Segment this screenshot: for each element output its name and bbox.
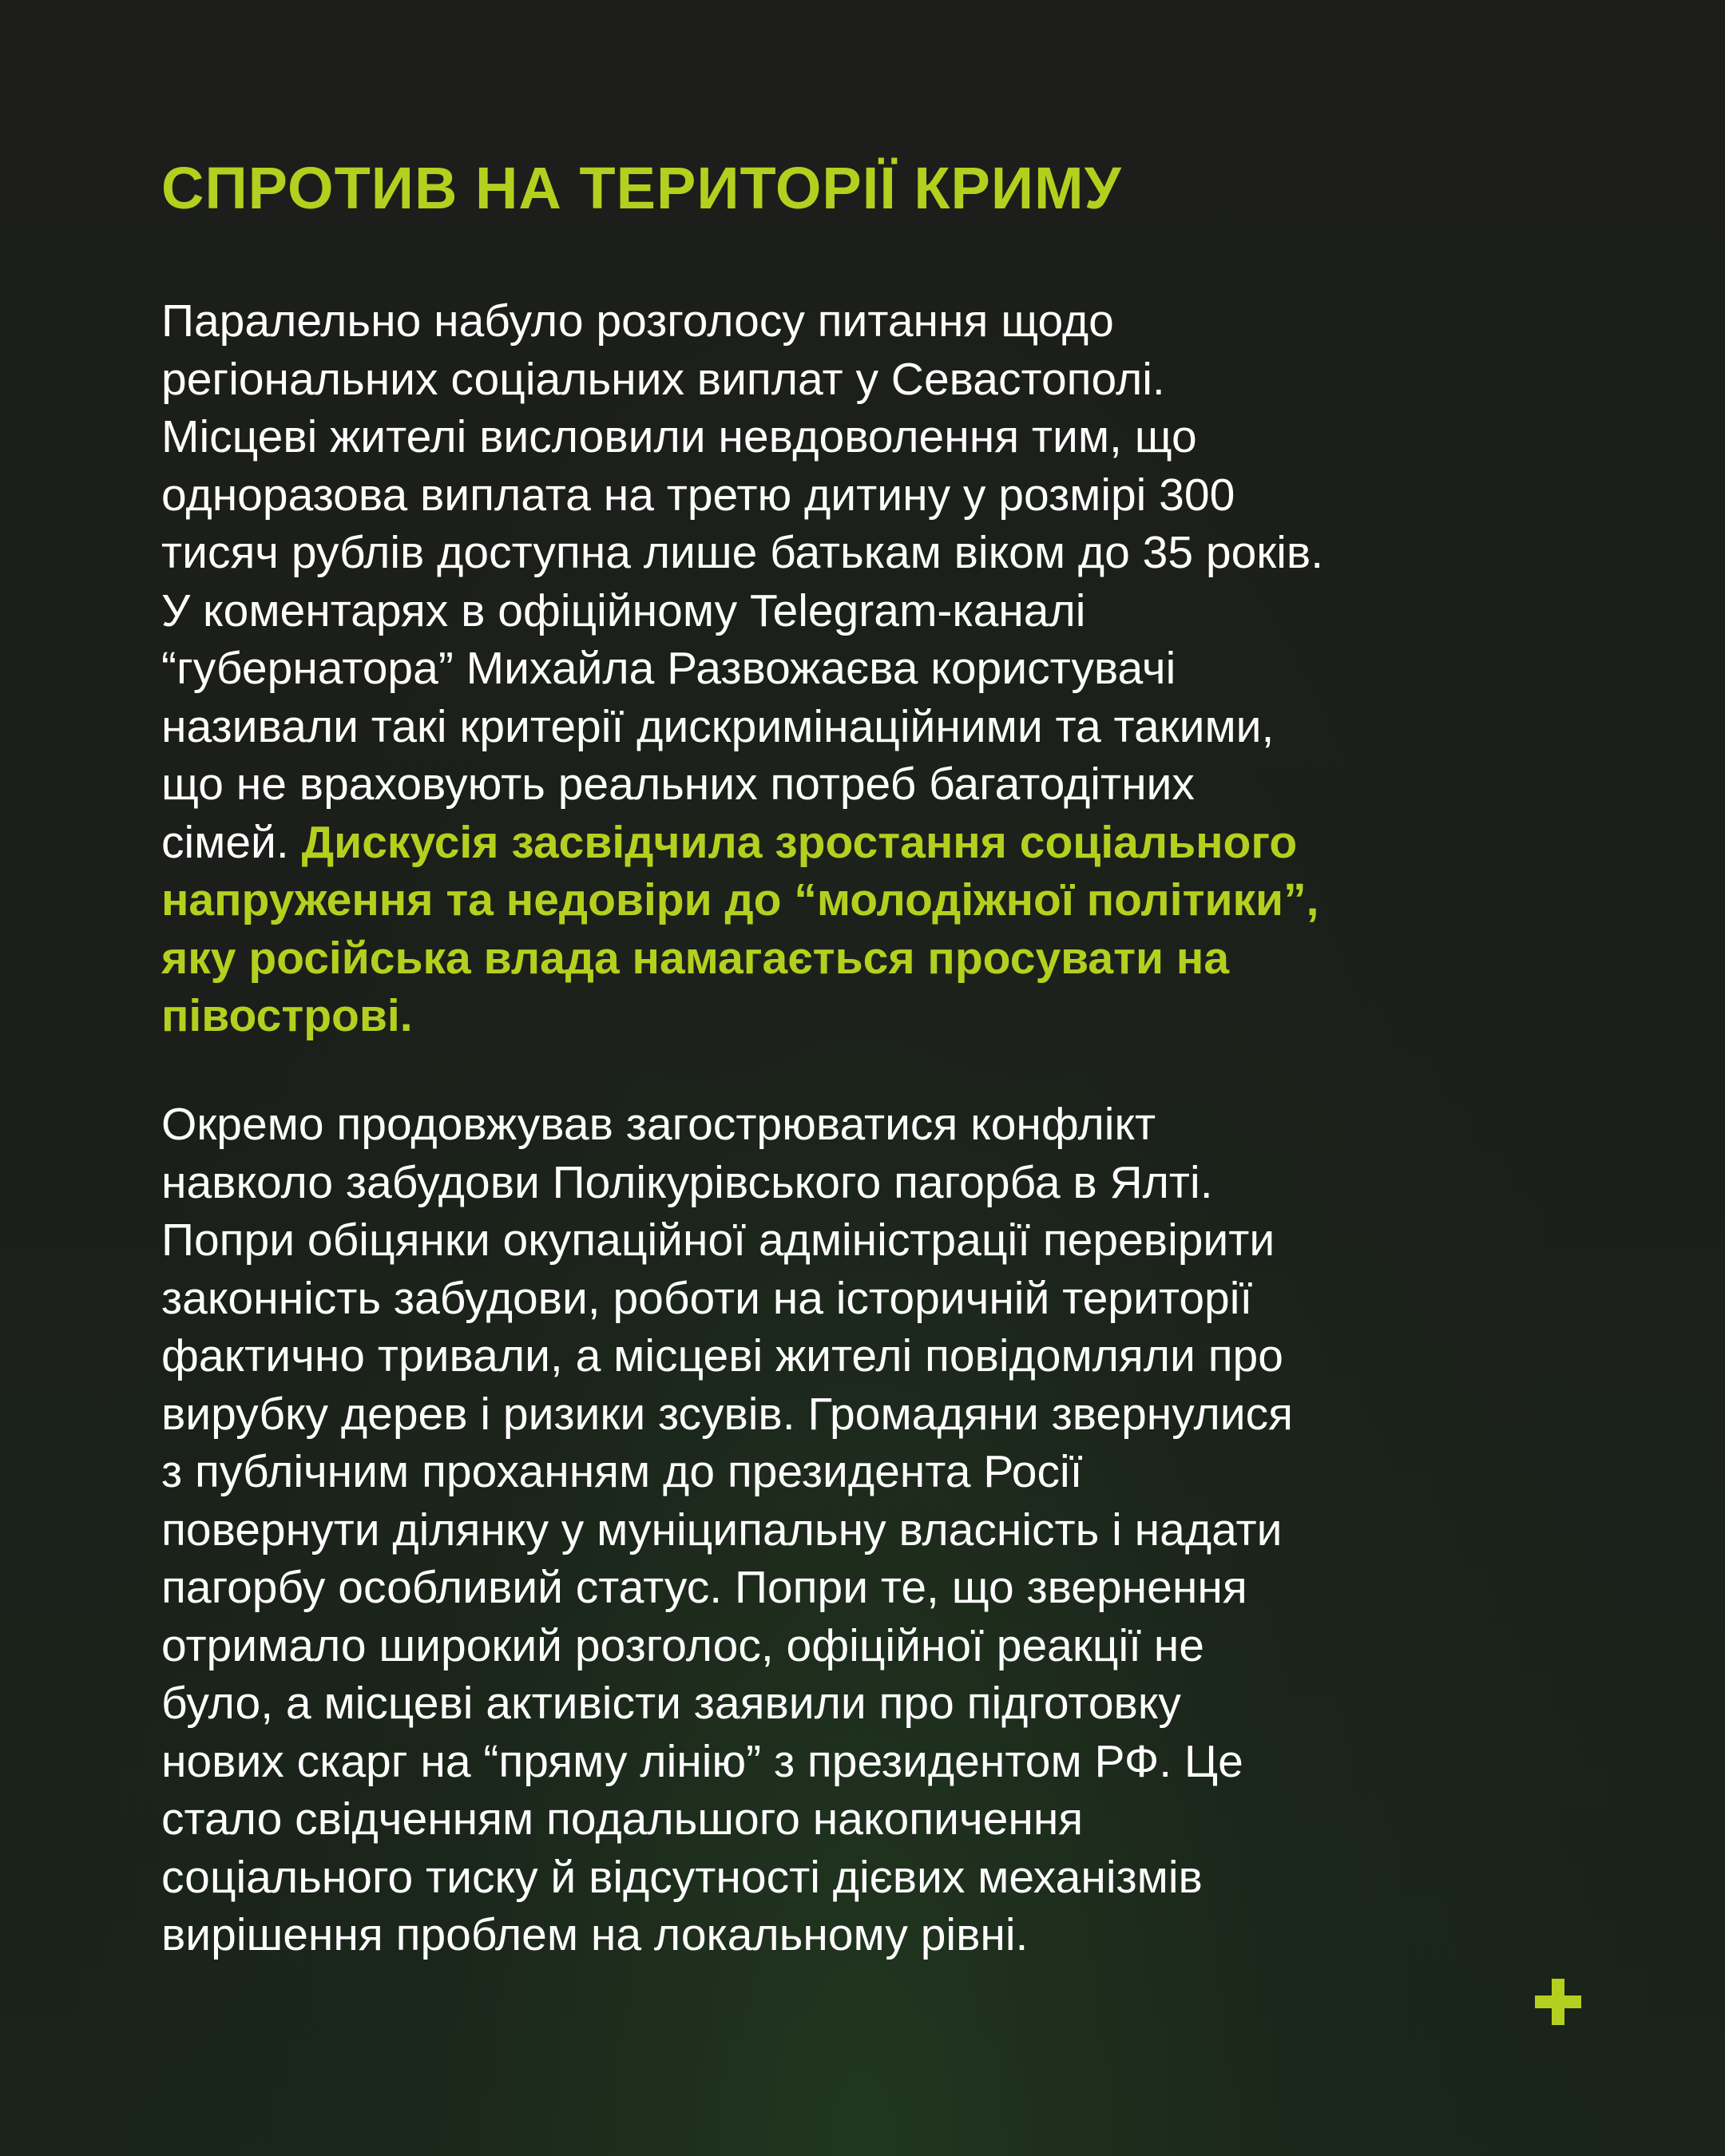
paragraph-line: повернути ділянку у муніципальну власність і надати <box>161 1504 1283 1556</box>
paragraph-line: з публічним проханням до президента Росії <box>161 1446 1083 1497</box>
paragraph-line: законність забудови, роботи на історичній території <box>161 1272 1253 1324</box>
paragraph-line: “губернатора” Михайла Развожаєва користувачі <box>161 643 1176 694</box>
paragraph-line: Паралельно набуло розголосу питання щодо <box>161 295 1114 347</box>
paragraph-line: стало свідченням подальшого накопичення <box>161 1793 1084 1845</box>
paragraph-line: регіональних соціальних виплат у Севастополі. <box>161 353 1165 405</box>
highlight-line: півострові. <box>161 990 413 1041</box>
paragraph-line: фактично тривали, а місцеві жителі повідомляли про <box>161 1330 1283 1381</box>
paragraph-2 <box>161 1096 1567 1964</box>
paragraph-line: Окремо продовжував загострюватися конфлікт <box>161 1099 1156 1150</box>
paragraph-line: було, а місцеві активісти заявили про підготовку <box>161 1678 1181 1729</box>
paragraph-line: отримало широкий розголос, офіційної реакції не <box>161 1619 1204 1671</box>
plus-icon-vertical-bar <box>1552 1979 1564 2025</box>
paragraph-line: вирішення проблем на локальному рівні. <box>161 1909 1029 1960</box>
paragraph-text: сімей. <box>161 816 302 868</box>
highlight-line: яку російська влада намагається просувати на <box>161 932 1230 984</box>
paragraph-line: нових скарг на “пряму лінію” з президентом РФ. Це <box>161 1735 1243 1787</box>
paragraph-line: вирубку дерев і ризики зсувів. Громадяни звернулися <box>161 1388 1293 1440</box>
highlight-line: напруження та недовіри до “молодіжної політики”, <box>161 874 1319 925</box>
paragraph-line: тисяч рублів доступна лише батькам віком до 35 років. <box>161 527 1324 578</box>
paragraph-line-mixed <box>161 814 1567 872</box>
paragraph-line: що не враховують реальних потреб багатодітних <box>161 759 1195 810</box>
plus-icon <box>1535 1979 1581 2025</box>
paragraph-line: пагорбу особливий статус. Попри те, що звернення <box>161 1562 1247 1613</box>
paragraph-line: У коментарях в офіційному Telegram-каналі <box>161 585 1086 636</box>
paragraph-line: Місцеві жителі висловили невдоволення тим, що <box>161 411 1197 462</box>
paragraph-1 <box>161 292 1567 1045</box>
paragraph-line: Попри обіцянки окупаційної адміністрації перевірити <box>161 1215 1275 1266</box>
highlight-text: Дискусія засвідчила зростання соціального <box>301 816 1298 868</box>
paragraph-line: називали такі критерії дискримінаційними та такими, <box>161 700 1275 752</box>
paragraph-line: соціального тиску й відсутності дієвих механізмів <box>161 1851 1203 1903</box>
paragraph-line: навколо забудови Полікурівського пагорба в Ялті. <box>161 1156 1213 1208</box>
paragraph-line: одноразова виплата на третю дитину у розмірі 300 <box>161 469 1235 521</box>
page-title: СПРОТИВ НА ТЕРИТОРІЇ КРИМУ <box>161 155 1122 221</box>
